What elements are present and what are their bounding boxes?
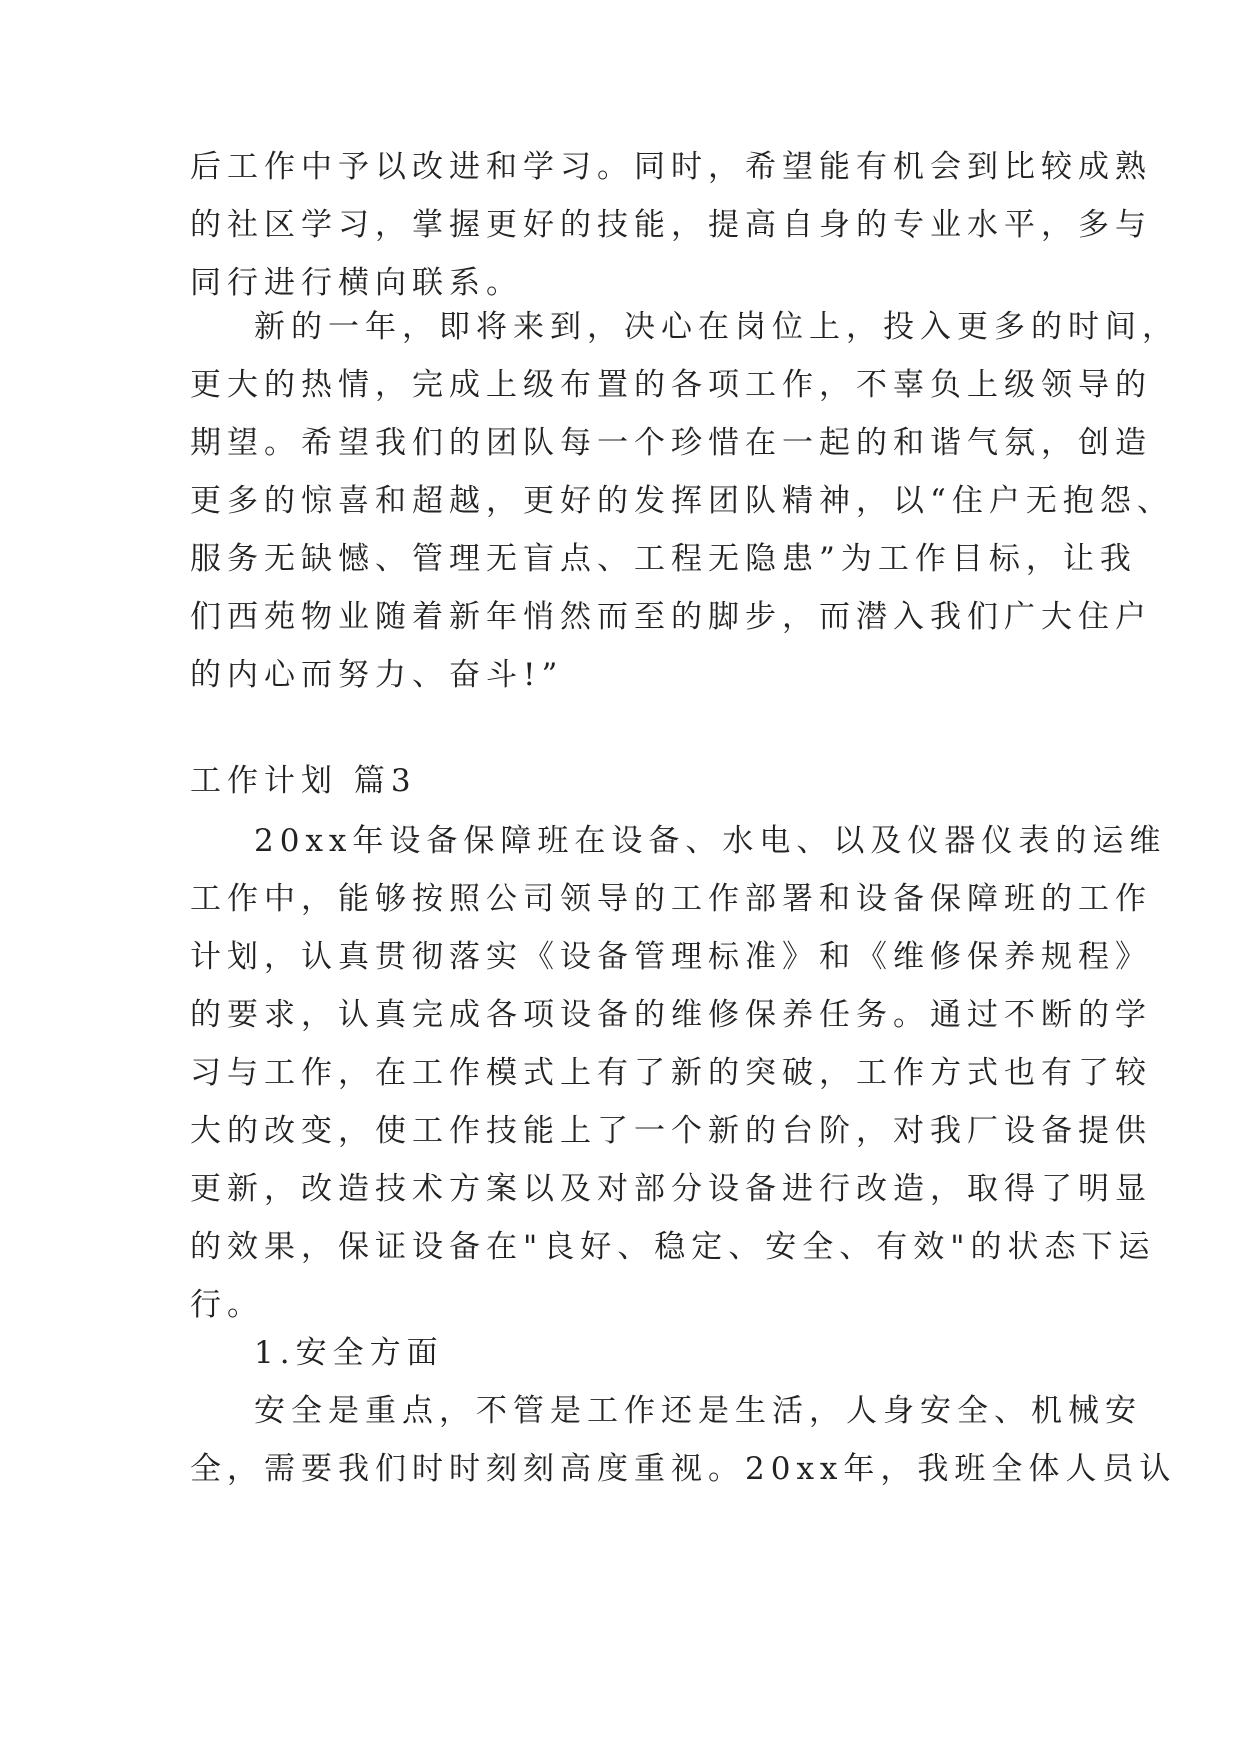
paragraph-new-year-resolution <box>190 298 1179 704</box>
text-line: 更新，改造技术方案以及对部分设备进行改造，取得了明显 <box>190 1171 1152 1207</box>
subsection-title: 1.安全方面 <box>254 1335 444 1371</box>
text-line: 安全是重点，不管是工作还是生活，人身安全、机械安 <box>254 1393 1142 1429</box>
text-line: 们西苑物业随着新年悄然而至的脚步，而潜入我们广大住户 <box>190 599 1152 635</box>
paragraph-continuation <box>190 138 1152 312</box>
text-line: 20xx年设备保障班在设备、水电、以及仪器仪表的运维 <box>254 823 1167 859</box>
text-line: 习与工作，在工作模式上有了新的突破，工作方式也有了较 <box>190 1055 1152 1091</box>
text-line: 大的改变，使工作技能上了一个新的台阶，对我厂设备提供 <box>190 1113 1152 1149</box>
text-line: 的要求，认真完成各项设备的维修保养任务。通过不断的学 <box>190 997 1152 1033</box>
text-line: 工作中，能够按照公司领导的工作部署和设备保障班的工作 <box>190 881 1152 917</box>
text-line: 期望。希望我们的团队每一个珍惜在一起的和谐气氛，创造 <box>190 425 1152 461</box>
text-line: 新的一年，即将来到，决心在岗位上，投入更多的时间， <box>254 309 1179 345</box>
paragraph-equipment-team-summary <box>190 812 1167 1334</box>
text-line: 更多的惊喜和超越，更好的发挥团队精神，以“住户无抱怨、 <box>190 483 1174 519</box>
text-line: 全，需要我们时时刻刻高度重视。20xx年，我班全体人员认 <box>190 1451 1177 1487</box>
text-line: 的效果，保证设备在"良好、稳定、安全、有效"的状态下运 <box>190 1229 1156 1265</box>
text-line: 行。 <box>190 1287 264 1323</box>
text-line: 后工作中予以改进和学习。同时，希望能有机会到比较成熟 <box>190 149 1152 185</box>
paragraph-safety <box>190 1382 1177 1498</box>
text-line: 的社区学习，掌握更好的技能，提高自身的专业水平，多与 <box>190 207 1152 243</box>
section-heading: 工作计划 篇3 <box>190 763 417 799</box>
text-line: 的内心而努力、奋斗!” <box>190 657 564 693</box>
text-line: 同行进行横向联系。 <box>190 265 523 301</box>
text-line: 计划，认真贯彻落实《设备管理标准》和《维修保养规程》 <box>190 939 1152 975</box>
text-line: 服务无缺憾、管理无盲点、工程无隐患”为工作目标，让我 <box>190 541 1137 577</box>
subsection-heading <box>190 1324 1050 1382</box>
text-line: 更大的热情，完成上级布置的各项工作，不辜负上级领导的 <box>190 367 1152 403</box>
